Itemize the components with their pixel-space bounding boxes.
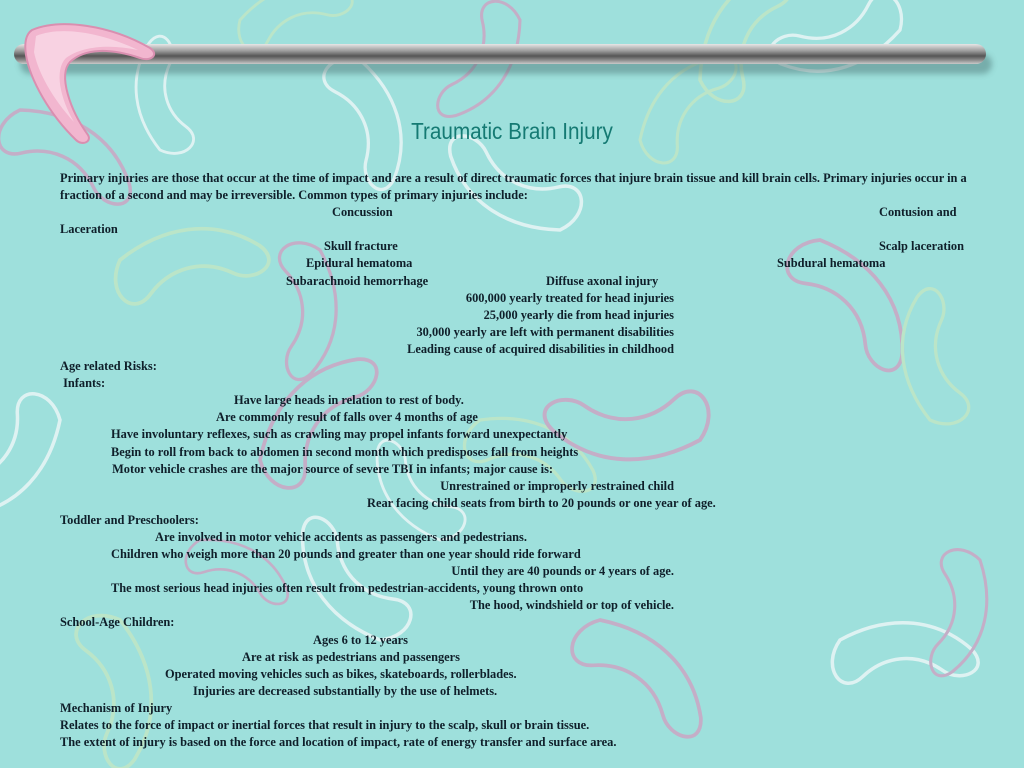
diffuse-axonal-item: Diffuse axonal injury	[546, 273, 659, 288]
mechanism-line: The extent of injury is based on the force and location of impact, rate of energy transfer and surface area.	[60, 735, 617, 750]
stat-line: 25,000 yearly die from head injuries	[483, 307, 674, 322]
school-line: Are at risk as pedestrians and passengers	[242, 649, 460, 664]
skull-fracture-item: Skull fracture	[324, 239, 398, 254]
toddler-line: The most serious head injuries often result from pedestrian-accidents, young thrown onto	[111, 581, 584, 596]
subdural-item: Subdural hematoma	[777, 256, 886, 271]
laceration-item: Laceration	[60, 222, 118, 237]
contusion-item: Contusion and	[879, 205, 957, 220]
infant-line: Motor vehicle crashes are the major source of severe TBI in infants; major cause is:	[109, 461, 554, 476]
school-line: Ages 6 to 12 years	[313, 632, 408, 647]
infant-line: Have large heads in relation to rest of body.	[234, 393, 464, 408]
school-heading: School-Age Children:	[60, 615, 175, 630]
stat-line: 600,000 yearly treated for head injuries	[465, 290, 674, 305]
school-line: Injuries are decreased substantially by the use of helmets.	[193, 683, 498, 698]
infant-line: Unrestrained or improperly restrained child	[440, 478, 674, 493]
stat-line: 30,000 yearly are left with permanent disabilities	[416, 324, 674, 339]
toddler-heading: Toddler and Preschoolers:	[60, 512, 199, 527]
infant-line: Begin to roll from back to abdomen in second month which predisposes fall from heights	[111, 444, 579, 459]
toddler-line: Children who weigh more than 20 pounds and greater than one year should ride forward	[111, 547, 581, 562]
age-risks-heading: Age related Risks:	[60, 359, 157, 374]
toddler-line: The hood, windshield or top of vehicle.	[469, 598, 674, 613]
epidural-item: Epidural hematoma	[306, 256, 413, 271]
toddler-line: Until they are 40 pounds or 4 years of age.	[451, 564, 674, 579]
subarachnoid-item: Subarachnoid hemorrhage	[286, 273, 429, 288]
slide-body	[60, 170, 980, 751]
mechanism-line: Relates to the force of impact or inertial forces that result in injury to the scalp, skull or brain tissue.	[60, 718, 590, 732]
infant-line: Are commonly result of falls over 4 months of age	[216, 410, 478, 425]
school-line: Operated moving vehicles such as bikes, skateboards, rollerblades.	[165, 666, 517, 681]
mechanism-heading: Mechanism of Injury	[60, 700, 173, 715]
infants-heading: Infants:	[60, 376, 106, 391]
stat-line: Leading cause of acquired disabilities in childhood	[407, 341, 674, 356]
scalp-laceration-item: Scalp laceration	[879, 239, 965, 254]
infant-line: Rear facing child seats from birth to 20 pounds or one year of age.	[367, 495, 716, 510]
slide-title: Traumatic Brain Injury	[411, 118, 613, 144]
intro-paragraph: Primary injuries are those that occur at the time of impact and are a result of direct traumatic forces that injure brain tissue and kill brain cells. Primary injuries occur in a fraction of a second and may be irreversible. Common types of primary injuries include:	[60, 171, 967, 203]
concussion-item: Concussion	[332, 205, 393, 220]
infant-line: Have involuntary reflexes, such as crawling may propel infants forward unexpectantly	[111, 427, 568, 442]
toddler-line: Are involved in motor vehicle accidents as passengers and pedestrians.	[155, 529, 527, 544]
